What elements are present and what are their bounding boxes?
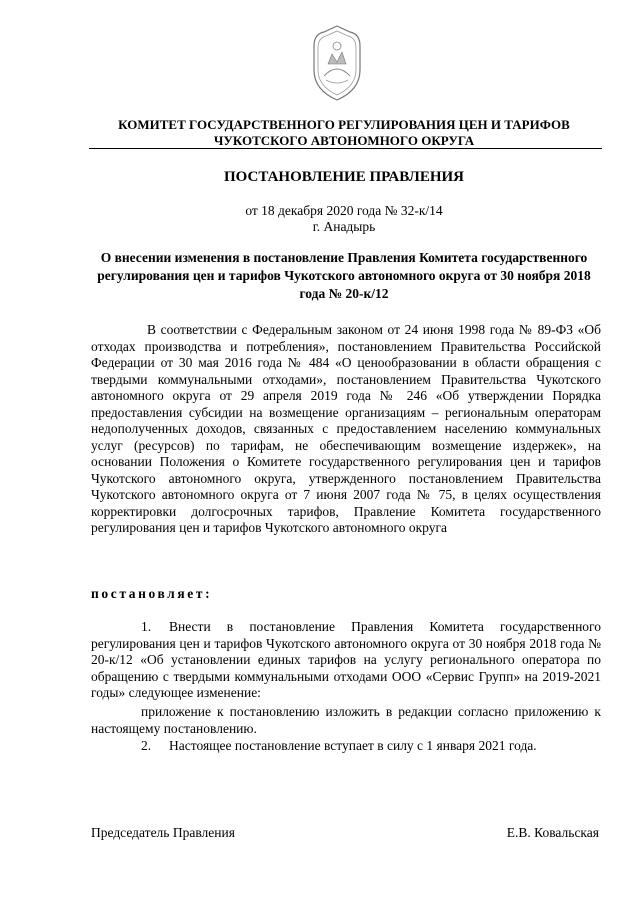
list-item-2 [91, 738, 601, 755]
chukotka-coat-of-arms-icon [304, 24, 370, 102]
document-date-number: от 18 декабря 2020 года № 32-к/14 [245, 203, 443, 218]
list-item-2-number: 2. [141, 738, 152, 753]
organization-name-line1: КОМИТЕТ ГОСУДАРСТВЕННОГО РЕГУЛИРОВАНИЯ ЦЕН И ТАРИФОВ [118, 117, 570, 132]
preamble-paragraph: В соответствии с Федеральным законом от 24 июня 1998 года № 89-ФЗ «Об отходах производства и потребления», постановлением Правительства Российской Федерации от 30 мая 2016 года № 484 «О ценообразовании в области обращения с твердыми коммунальными отходами», постановлением Правительства Чукотского автономного округа от 29 апреля 2019 года № 246 «Об утверждении Порядка предоставления субсидии на возмещение организациям – региональным операторам недополученных доходов, связанных с предоставлением населению коммунальных услуг (ресурсов) по тарифам, не обеспечивающим возмещение издержек», на основании Положения о Комитете государственного регулирования цен и тарифов Чукотского автономного округа, утвержденного постановлением Правительства Чукотского автономного округа от 7 июня 2007 года № 75, в целях осуществления корректировки долгосрочных тарифов, Правление Комитета государственного регулирования цен и тарифов Чукотского автономного округа [91, 322, 601, 535]
list-item-1 [91, 619, 601, 702]
document-subject: О внесении изменения в постановление Правления Комитета государственного регулирования цен и тарифов Чукотского автономного округа от 30 ноября 2018 года № 20-к/12 [97, 250, 591, 301]
list-item-1-number: 1. [141, 619, 152, 634]
list-item-1-text: Внести в постановление Правления Комитета государственного регулирования цен и тарифов Чукотского автономного округа от 30 ноября 2018 года № 20-к/12 «Об установлении единых тарифов на услугу регионального оператора по обращению с твердыми коммунальными отходами ООО «Сервис Групп» на 2019-2021 годы» следующее изменение: [91, 619, 601, 700]
header-divider [89, 148, 602, 149]
document-city: г. Анадырь [312, 219, 376, 234]
organization-name [94, 117, 594, 149]
list-item-1-subtext: приложение к постановлению изложить в редакции согласно приложению к настоящему постановлению. [91, 704, 601, 736]
list-item-2-text: Настоящее постановление вступает в силу с 1 января 2021 года. [169, 738, 537, 753]
signer-name: Е.В. Ковальская [506, 825, 599, 840]
decree-word: постановляет: [91, 586, 213, 601]
organization-name-line2: ЧУКОТСКОГО АВТОНОМНОГО ОКРУГА [213, 133, 475, 148]
document-title: ПОСТАНОВЛЕНИЕ ПРАВЛЕНИЯ [223, 169, 464, 185]
signer-position: Председатель Правления [91, 825, 235, 840]
